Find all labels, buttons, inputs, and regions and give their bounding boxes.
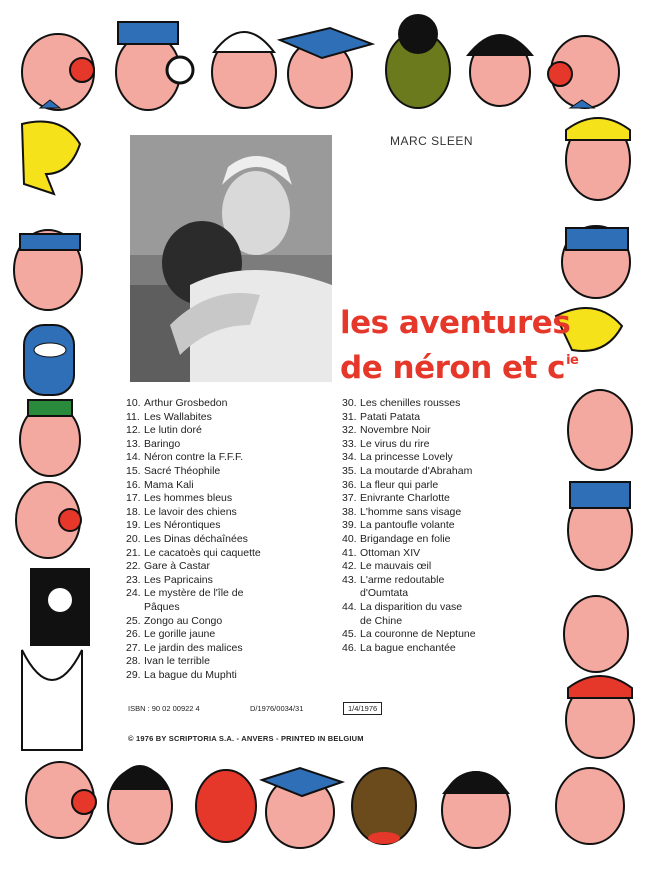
album-title: Le virus du rire (360, 437, 430, 450)
album-title: Novembre Noir (360, 424, 431, 437)
album-item (126, 669, 326, 683)
album-item (126, 519, 326, 533)
album-number: 44. (342, 600, 357, 613)
album-title: Les Papricains (144, 573, 213, 586)
album-title: L'arme redoutable d'Oumtata (360, 573, 445, 600)
album-number: 46. (342, 641, 357, 654)
series-title-superscript: ie (566, 353, 579, 368)
album-item (342, 479, 542, 493)
album-item (126, 397, 326, 411)
album-title: Les hommes bleus (144, 492, 233, 505)
album-item (342, 438, 542, 452)
album-title: La disparition du vase de Chine (360, 600, 463, 627)
album-title: La couronne de Neptune (360, 628, 476, 641)
album-list-left (126, 397, 326, 682)
album-number: 13. (126, 437, 141, 450)
album-number: 17. (126, 492, 141, 505)
album-item (342, 601, 542, 628)
album-number: 42. (342, 560, 357, 573)
album-title: Le gorille jaune (144, 628, 216, 641)
album-item (342, 506, 542, 520)
album-number: 41. (342, 546, 357, 559)
album-title: Zongo au Congo (144, 614, 223, 627)
author-photo (130, 135, 332, 382)
edition-date: 1/4/1976 (343, 702, 382, 715)
album-title: Le cacatoès qui caquette (144, 546, 261, 559)
album-number: 14. (126, 451, 141, 464)
album-title: La moutarde d'Abraham (360, 464, 473, 477)
album-number: 18. (126, 505, 141, 518)
album-item (126, 655, 326, 669)
album-item (126, 574, 326, 588)
album-item (342, 492, 542, 506)
album-number: 45. (342, 628, 357, 641)
series-title (340, 304, 578, 387)
album-number: 35. (342, 464, 357, 477)
album-title: Ottoman XIV (360, 546, 421, 559)
album-number: 12. (126, 424, 141, 437)
album-title: Baringo (144, 437, 181, 450)
series-title-line2-text: de néron et c (340, 350, 566, 386)
album-item (126, 438, 326, 452)
album-item (126, 411, 326, 425)
album-title: Les Dinas déchaînées (144, 532, 248, 545)
album-number: 25. (126, 614, 141, 627)
album-item (126, 492, 326, 506)
album-number: 34. (342, 451, 357, 464)
album-number: 38. (342, 505, 357, 518)
album-title: La pantoufle volante (360, 519, 455, 532)
album-item (126, 424, 326, 438)
album-title: Les chenilles rousses (360, 397, 461, 409)
album-title: Les Nérontiques (144, 519, 221, 532)
album-item (126, 451, 326, 465)
album-title: Sacré Théophile (144, 464, 221, 477)
album-title: Gare à Castar (144, 560, 210, 573)
album-item (126, 533, 326, 547)
album-title: La bague enchantée (360, 641, 456, 654)
album-item (342, 451, 542, 465)
album-title: Le lutin doré (144, 424, 202, 437)
album-number: 21. (126, 546, 141, 559)
album-title: Patati Patata (360, 410, 421, 423)
album-number: 28. (126, 655, 141, 668)
album-title: La princesse Lovely (360, 451, 453, 464)
album-title: Le jardin des malices (144, 641, 243, 654)
album-title: Le mauvais œil (360, 560, 432, 573)
album-number: 10. (126, 397, 141, 409)
legal-deposit: D/1976/0034/31 (250, 704, 304, 713)
album-number: 31. (342, 410, 357, 423)
album-item (342, 547, 542, 561)
album-number: 24. (126, 587, 141, 600)
album-title: La bague du Muphti (144, 668, 237, 681)
album-title: L'homme sans visage (360, 505, 462, 518)
album-item (126, 615, 326, 629)
album-item (342, 424, 542, 438)
left-column-characters (14, 122, 96, 839)
album-number: 23. (126, 573, 141, 586)
album-title: Le mystère de l'île de Pâques (144, 587, 244, 613)
album-number: 20. (126, 532, 141, 545)
album-item (126, 642, 326, 656)
bottom-row-characters (108, 765, 510, 848)
album-item (126, 547, 326, 561)
author-name: MARC SLEEN (390, 134, 474, 148)
album-number: 43. (342, 573, 357, 586)
album-number: 15. (126, 464, 141, 477)
album-title: Les Wallabites (144, 410, 212, 423)
album-item (126, 506, 326, 520)
album-number: 36. (342, 478, 357, 491)
album-number: 19. (126, 519, 141, 532)
album-title: Arthur Grosbedon (144, 397, 228, 409)
album-item (342, 560, 542, 574)
album-number: 37. (342, 492, 357, 505)
album-number: 39. (342, 519, 357, 532)
series-title-line2 (340, 342, 578, 387)
album-number: 11. (126, 410, 140, 423)
album-item (126, 465, 326, 479)
album-list-right (342, 397, 542, 655)
top-row-characters (22, 14, 619, 110)
right-column-characters (556, 118, 634, 844)
album-item (342, 465, 542, 479)
album-number: 33. (342, 437, 357, 450)
album-title: Brigandage en folie (360, 532, 451, 545)
album-title: Le lavoir des chiens (144, 505, 237, 518)
album-item (342, 533, 542, 547)
album-number: 32. (342, 424, 357, 437)
album-number: 29. (126, 668, 141, 681)
album-item (126, 587, 326, 614)
album-number: 30. (342, 397, 357, 409)
album-number: 27. (126, 641, 141, 654)
album-item (126, 560, 326, 574)
album-title: Ivan le terrible (144, 655, 210, 668)
series-title-line1: les aventures (340, 305, 571, 341)
album-title: La fleur qui parle (360, 478, 439, 491)
album-item (126, 628, 326, 642)
album-title: Mama Kali (144, 478, 194, 491)
isbn: ISBN : 90 02 00922 4 (128, 704, 200, 713)
album-number: 22. (126, 560, 141, 573)
album-item (126, 479, 326, 493)
album-number: 26. (126, 628, 141, 641)
photo-illustration (130, 135, 332, 382)
album-number: 40. (342, 532, 357, 545)
copyright: © 1976 BY SCRIPTORIA S.A. - ANVERS - PRINTED IN BELGIUM (128, 734, 364, 743)
album-title: Néron contre la F.F.F. (144, 451, 244, 464)
album-number: 16. (126, 478, 141, 491)
album-item (342, 628, 542, 642)
album-item (342, 411, 542, 425)
album-item (342, 642, 542, 656)
album-title: Enivrante Charlotte (360, 492, 450, 505)
album-item (342, 397, 542, 411)
album-item (342, 519, 542, 533)
album-item (342, 574, 542, 601)
